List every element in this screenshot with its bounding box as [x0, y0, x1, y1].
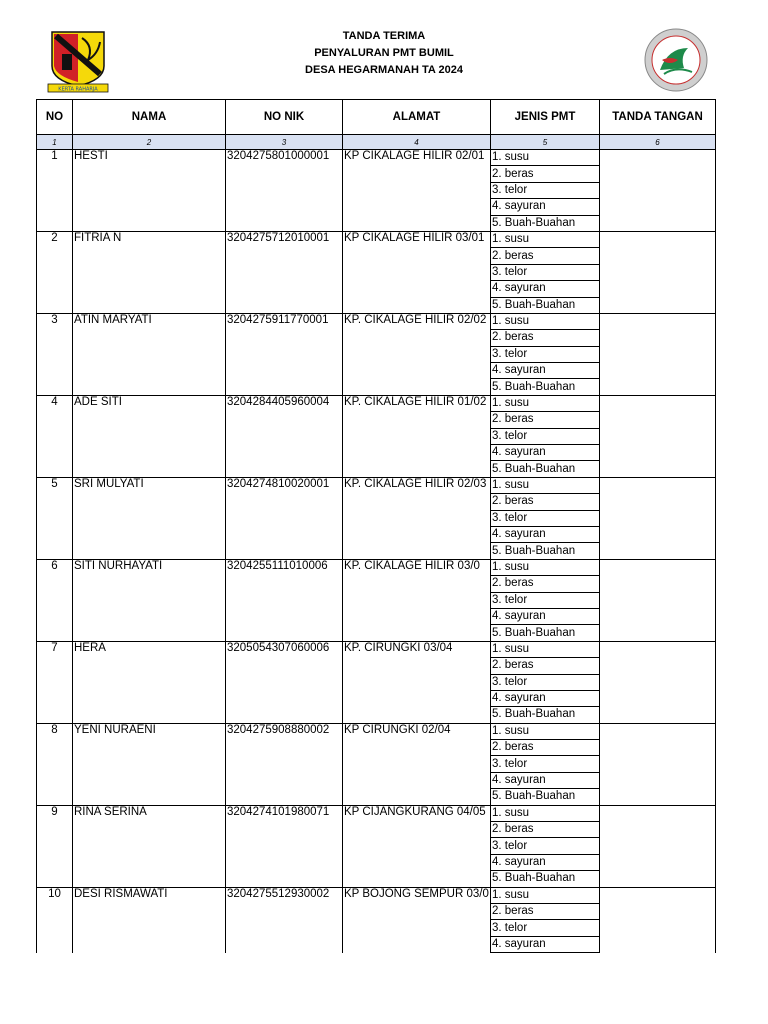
recipient-nik: 3204274101980071 — [226, 805, 343, 887]
recipient-name: ADE SITI — [73, 395, 226, 477]
pmt-item: 5. Buah-Buahan — [491, 707, 600, 723]
row-number: 3 — [37, 313, 73, 395]
pmt-item: 1. susu — [491, 150, 600, 166]
row-number: 5 — [37, 477, 73, 559]
signature-cell[interactable] — [600, 477, 716, 559]
pmt-item: 4. sayuran — [491, 936, 600, 952]
row-number: 10 — [37, 887, 73, 953]
pmt-item: 4. sayuran — [491, 608, 600, 624]
signature-cell[interactable] — [600, 231, 716, 313]
table-row — [37, 395, 716, 411]
pmt-item: 5. Buah-Buahan — [491, 543, 600, 559]
recipient-address: KP. CIRUNGKI 03/04 — [343, 641, 491, 723]
row-number: 8 — [37, 723, 73, 805]
header-jenis-pmt: JENIS PMT — [491, 100, 600, 135]
table-row — [37, 313, 716, 329]
signature-cell[interactable] — [600, 150, 716, 232]
pmt-item: 5. Buah-Buahan — [491, 297, 600, 313]
pmt-item: 1. susu — [491, 477, 600, 493]
column-number: 3 — [226, 135, 343, 150]
signature-cell[interactable] — [600, 559, 716, 641]
table-row — [37, 477, 716, 493]
pmt-item: 1. susu — [491, 805, 600, 821]
recipient-nik: 3204275908880002 — [226, 723, 343, 805]
recipient-address: KP. CIKALAGE HILIR 02/02 — [343, 313, 491, 395]
recipient-name: HERA — [73, 641, 226, 723]
header-tanda-tangan: TANDA TANGAN — [600, 100, 716, 135]
pmt-item: 2. beras — [491, 248, 600, 264]
recipient-name: SITI NURHAYATI — [73, 559, 226, 641]
pmt-item: 1. susu — [491, 641, 600, 657]
pmt-item: 5. Buah-Buahan — [491, 789, 600, 805]
pmt-item: 5. Buah-Buahan — [491, 215, 600, 231]
table-row — [37, 805, 716, 821]
recipient-address: KP CIRUNGKI 02/04 — [343, 723, 491, 805]
pmt-item: 2. beras — [491, 166, 600, 182]
pmt-item: 1. susu — [491, 559, 600, 575]
recipient-address: KP. CIKALAGE HILIR 03/0 — [343, 559, 491, 641]
recipient-name: DESI RISMAWATI — [73, 887, 226, 953]
pmt-item: 3. telor — [491, 182, 600, 198]
table-row — [37, 231, 716, 247]
pmt-item: 3. telor — [491, 674, 600, 690]
svg-text:KERTA RAHARJA: KERTA RAHARJA — [58, 86, 98, 93]
pmt-item: 2. beras — [491, 740, 600, 756]
row-number: 4 — [37, 395, 73, 477]
pmt-item: 4. sayuran — [491, 854, 600, 870]
column-number: 1 — [37, 135, 73, 150]
signature-cell[interactable] — [600, 395, 716, 477]
recipient-nik: 3204275801000001 — [226, 150, 343, 232]
table-row — [37, 559, 716, 575]
pmt-item: 2. beras — [491, 330, 600, 346]
pmt-item: 1. susu — [491, 231, 600, 247]
pmt-item: 3. telor — [491, 920, 600, 936]
pmt-item: 4. sayuran — [491, 772, 600, 788]
recipient-address: KP CIJANGKURANG 04/05 — [343, 805, 491, 887]
pmt-item: 3. telor — [491, 510, 600, 526]
pmt-item: 3. telor — [491, 428, 600, 444]
table-row — [37, 723, 716, 739]
signature-cell[interactable] — [600, 641, 716, 723]
pmt-item: 2. beras — [491, 903, 600, 919]
pmt-item: 2. beras — [491, 822, 600, 838]
pmt-item: 3. telor — [491, 592, 600, 608]
pmt-item: 4. sayuran — [491, 281, 600, 297]
recipient-nik: 3204255111010006 — [226, 559, 343, 641]
header-alamat: ALAMAT — [343, 100, 491, 135]
receipt-table — [36, 99, 716, 953]
pmt-item: 2. beras — [491, 658, 600, 674]
title-line-2: PENYALURAN PMT BUMIL — [314, 47, 454, 59]
pmt-item: 3. telor — [491, 264, 600, 280]
row-number: 7 — [37, 641, 73, 723]
table-body — [37, 150, 716, 953]
recipient-name: YENI NURAENI — [73, 723, 226, 805]
row-number: 2 — [37, 231, 73, 313]
recipient-address: KP. CIKALAGE HILIR 01/02 — [343, 395, 491, 477]
signature-cell[interactable] — [600, 805, 716, 887]
recipient-nik: 3204284405960004 — [226, 395, 343, 477]
header-no: NO — [37, 100, 73, 135]
pmt-item: 3. telor — [491, 838, 600, 854]
pmt-item: 5. Buah-Buahan — [491, 379, 600, 395]
signature-cell[interactable] — [600, 887, 716, 953]
recipient-name: ATIN MARYATI — [73, 313, 226, 395]
column-number: 2 — [73, 135, 226, 150]
pmt-item: 1. susu — [491, 723, 600, 739]
recipient-name: FITRIA N — [73, 231, 226, 313]
recipient-nik: 3204275911770001 — [226, 313, 343, 395]
column-number-row — [37, 135, 716, 150]
pmt-item: 1. susu — [491, 887, 600, 903]
table-row — [37, 150, 716, 166]
header-nik: NO NIK — [226, 100, 343, 135]
recipient-nik: 3204275512930002 — [226, 887, 343, 953]
pmt-item: 4. sayuran — [491, 445, 600, 461]
pmt-item: 5. Buah-Buahan — [491, 461, 600, 477]
row-number: 9 — [37, 805, 73, 887]
pmt-item: 2. beras — [491, 576, 600, 592]
column-number: 5 — [491, 135, 600, 150]
ministry-seal-logo — [640, 26, 712, 94]
pmt-item: 1. susu — [491, 313, 600, 329]
signature-cell[interactable] — [600, 723, 716, 805]
row-number: 6 — [37, 559, 73, 641]
table-row — [37, 887, 716, 903]
pmt-item: 3. telor — [491, 756, 600, 772]
recipient-address: KP CIKALAGE HILIR 03/01 — [343, 231, 491, 313]
recipient-address: KP CIKALAGE HILIR 02/01 — [343, 150, 491, 232]
pmt-item: 2. beras — [491, 412, 600, 428]
pmt-item: 5. Buah-Buahan — [491, 871, 600, 887]
pmt-item: 4. sayuran — [491, 526, 600, 542]
recipient-nik: 3204274810020001 — [226, 477, 343, 559]
recipient-nik: 3205054307060006 — [226, 641, 343, 723]
pmt-item: 3. telor — [491, 346, 600, 362]
pmt-item: 4. sayuran — [491, 199, 600, 215]
header-nama: NAMA — [73, 100, 226, 135]
pmt-item: 1. susu — [491, 395, 600, 411]
pmt-item: 2. beras — [491, 494, 600, 510]
title-line-3: DESA HEGARMANAH TA 2024 — [305, 64, 463, 76]
table-header-row — [37, 100, 716, 135]
row-number: 1 — [37, 150, 73, 232]
column-number: 4 — [343, 135, 491, 150]
signature-cell[interactable] — [600, 313, 716, 395]
recipient-name: RINA SERINA — [73, 805, 226, 887]
recipient-nik: 3204275712010001 — [226, 231, 343, 313]
recipient-address: KP BOJONG SEMPUR 03/0 — [343, 887, 491, 953]
table-row — [37, 641, 716, 657]
column-number: 6 — [600, 135, 716, 150]
recipient-name: SRI MULYATI — [73, 477, 226, 559]
pmt-item: 5. Buah-Buahan — [491, 625, 600, 641]
recipient-name: HESTI — [73, 150, 226, 232]
pmt-item: 4. sayuran — [491, 363, 600, 379]
recipient-address: KP. CIKALAGE HILIR 02/03 — [343, 477, 491, 559]
title-line-1: TANDA TERIMA — [342, 30, 426, 42]
pmt-item: 4. sayuran — [491, 690, 600, 706]
